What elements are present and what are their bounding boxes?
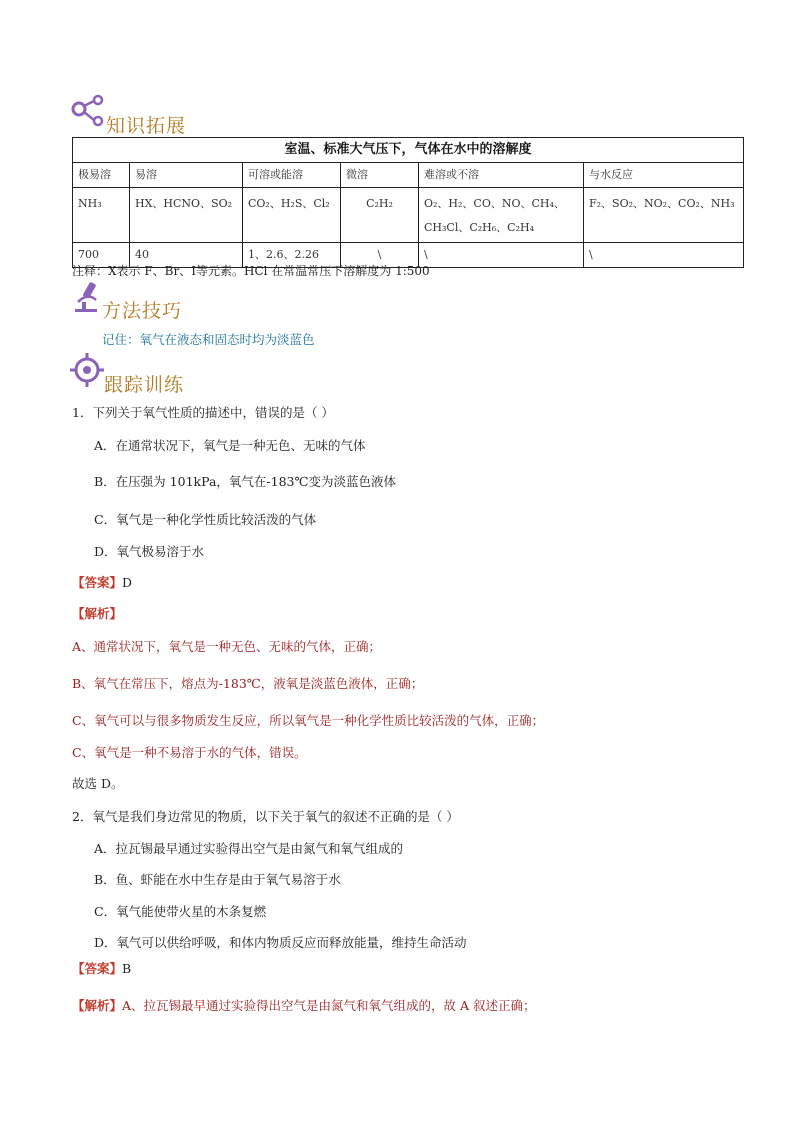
question-1-answer (72, 573, 132, 591)
analysis-line: A、拉瓦锡最早通过实验得出空气是由氮气和氧气组成的，故 A 叙述正确； (122, 998, 536, 1013)
table-header: 可溶或能溶 (243, 163, 341, 188)
table-cell: CO₂、H₂S、Cl₂ (243, 188, 341, 243)
analysis-line: C、氧气是一种不易溶于水的气体，错误。 (72, 745, 307, 760)
table-header: 微溶 (341, 163, 419, 188)
table-cell: \ (341, 243, 419, 268)
share-nodes-icon (70, 94, 108, 130)
table-cell: 40 (130, 243, 243, 268)
question-1-conclusion: 故选 D。 (72, 776, 124, 791)
question-2-analysis (72, 996, 536, 1014)
target-icon (70, 353, 104, 387)
answer-value: B (122, 961, 132, 976)
question-1-stem: 1．下列关于氧气性质的描述中，错误的是（ ） (72, 405, 334, 420)
table-cell: 700 (73, 243, 130, 268)
table-row (73, 188, 744, 243)
question-1-option-b: B．在压强为 101kPa，氧气在-183℃变为淡蓝色液体 (94, 474, 396, 489)
table-cell: HX、HCNO、SO₂ (130, 188, 243, 243)
question-1-analysis-label (72, 604, 122, 622)
analysis-line: B、氧气在常压下，熔点为-183℃，液氧是淡蓝色液体，正确； (72, 676, 424, 691)
table-header: 难溶或不溶 (419, 163, 584, 188)
section-title-method: 方法技巧 (102, 300, 183, 322)
table-note: 注释：X表示 F、Br、I等元素。HCl 在常温常压下溶解度为 1:500 (72, 264, 430, 278)
question-2-option-a: A．拉瓦锡最早通过实验得出空气是由氮气和氧气组成的 (94, 841, 404, 856)
analysis-line: A、通常状况下，氧气是一种无色、无味的气体，正确； (72, 639, 382, 654)
analysis-label: 【解析】 (72, 998, 123, 1013)
answer-label: 【答案】 (72, 575, 123, 590)
table-header-row (73, 163, 744, 188)
question-1-option-c: C．氧气是一种化学性质比较活泼的气体 (94, 512, 317, 527)
solubility-table (72, 137, 744, 268)
table-cell: F₂、SO₂、NO₂、CO₂、NH₃ (584, 188, 744, 243)
section-title-knowledge: 知识拓展 (106, 115, 187, 137)
section-title-practice: 跟踪训练 (104, 374, 185, 396)
microscope-icon (72, 280, 104, 314)
question-2-stem: 2．氧气是我们身边常见的物质，以下关于氧气的叙述不正确的是（ ） (72, 809, 459, 824)
table-cell: O₂、H₂、CO、NO、CH₄、CH₃Cl、C₂H₆、C₂H₄ (419, 188, 584, 243)
table-cell: 1、2.6、2.26 (243, 243, 341, 268)
table-header: 与水反应 (584, 163, 744, 188)
table-cell: NH₃ (73, 188, 130, 243)
question-2-answer (72, 959, 131, 977)
question-2-option-d: D．氧气可以供给呼吸，和体内物质反应而释放能量，维持生命活动 (94, 935, 467, 950)
table-cell: \ (584, 243, 744, 268)
tip-text: 记住：氧气在液态和固态时均为淡蓝色 (102, 332, 315, 347)
answer-label: 【答案】 (72, 961, 123, 976)
table-header: 极易溶 (73, 163, 130, 188)
analysis-line: C、氧气可以与很多物质发生反应，所以氧气是一种化学性质比较活泼的气体，正确； (72, 713, 545, 728)
question-1-option-a: A．在通常状况下，氧气是一种无色、无味的气体 (94, 438, 366, 453)
question-2-option-c: C．氧气能使带火星的木条复燃 (94, 904, 267, 919)
table-cell: C₂H₂ (341, 188, 419, 243)
question-2-option-b: B．鱼、虾能在水中生存是由于氧气易溶于水 (94, 872, 341, 887)
table-caption: 室温、标准大气压下，气体在水中的溶解度 (73, 138, 744, 163)
answer-value: D (122, 575, 133, 590)
table-header: 易溶 (130, 163, 243, 188)
question-1-option-d: D．氧气极易溶于水 (94, 544, 205, 559)
table-cell: \ (419, 243, 584, 268)
analysis-label: 【解析】 (72, 606, 123, 621)
